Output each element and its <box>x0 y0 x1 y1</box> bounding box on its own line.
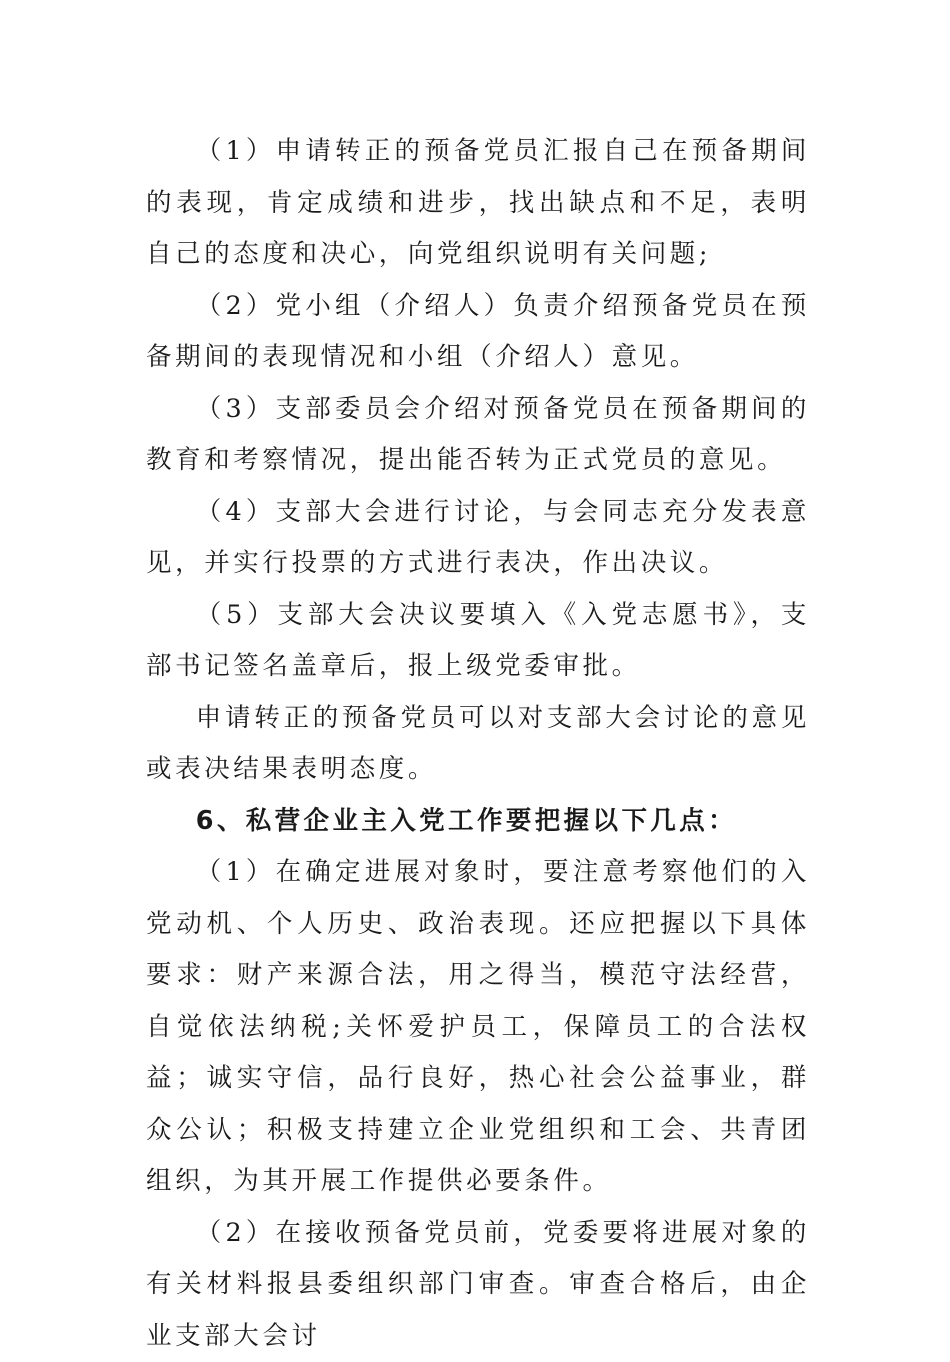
paragraph-3: （3）支部委员会介绍对预备党员在预备期间的教育和考察情况，提出能否转为正式党员的意见。 <box>146 384 810 487</box>
paragraph-7: （1）在确定进展对象时，要注意考察他们的入党动机、个人历史、政治表现。还应把握以下具体要求：财产来源合法，用之得当，模范守法经营，自觉依法纳税;关怀爱护员工，保障员工的合法权益；诚实守信，品行良好，热心社会公益事业，群众公认；积极支持建立企业党组织和工会、共青团组织，为其开展工作提供必要条件。 <box>146 847 810 1208</box>
paragraph-2: （2）党小组（介绍人）负责介绍预备党员在预备期间的表现情况和小组（介绍人）意见。 <box>146 281 810 384</box>
paragraph-5: （5）支部大会决议要填入《入党志愿书》，支部书记签名盖章后，报上级党委审批。 <box>146 590 810 693</box>
section-heading: 6、私营企业主入党工作要把握以下几点： <box>146 796 810 848</box>
paragraph-8: （2）在接收预备党员前，党委要将进展对象的有关材料报县委组织部门审查。审查合格后，由企业支部大会讨 <box>146 1208 810 1362</box>
paragraph-6: 申请转正的预备党员可以对支部大会讨论的意见或表决结果表明态度。 <box>146 693 810 796</box>
paragraph-1: （1）申请转正的预备党员汇报自己在预备期间的表现，肯定成绩和进步，找出缺点和不足，表明自己的态度和决心，向党组织说明有关问题; <box>146 126 810 281</box>
paragraph-4: （4）支部大会进行讨论，与会同志充分发表意见，并实行投票的方式进行表决，作出决议。 <box>146 487 810 590</box>
